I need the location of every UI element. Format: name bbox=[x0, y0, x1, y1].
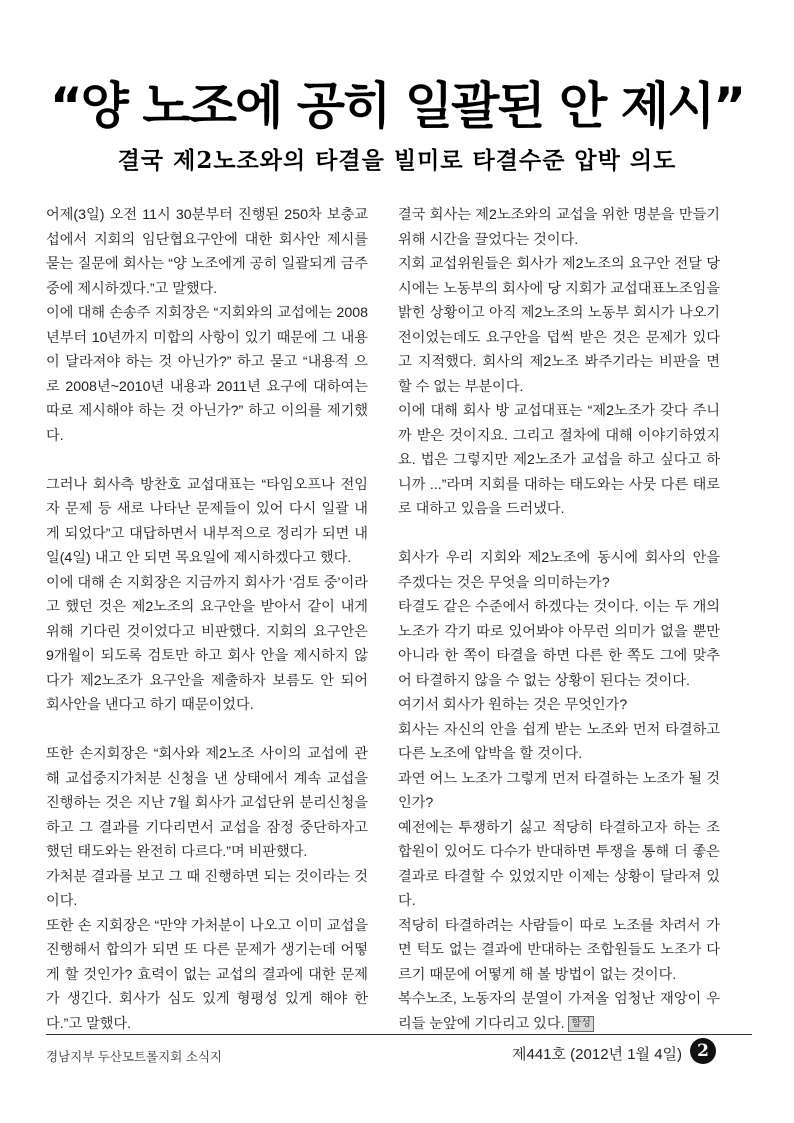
paragraph-spacer bbox=[46, 718, 368, 743]
paragraph-text: 또한 손 지회장은 “만약 가처분이 나오고 이미 교섭을 진행해서 합의가 되면 또 다른 문제가 생기는데 어떻게 할 것인가? 효력이 없는 교섭의 결과에 대한 문제가 생긴다. 회사가 심도 있게 형평성 있게 해야 한다.”고 말했다. bbox=[46, 917, 368, 1032]
article-paragraph bbox=[398, 546, 720, 595]
article-paragraph bbox=[398, 718, 720, 767]
page-number-badge: 2 bbox=[690, 1038, 716, 1064]
footer-divider bbox=[46, 1034, 752, 1035]
paragraph-text: 이에 대해 손 지회장은 지금까지 회사가 ‘검토 중’이라고 했던 것은 제2노조의 요구안을 받아서 같이 내게 위해 기다린 것이었다고 비판했다. 지회의 요구안은 9개월이 되도록 검토만 하고 회사 안을 제시하지 않다가 제2노조가 요구안을 제출하자 보름도 안 되어 회사안을 낸다고 하기 때문이었다. bbox=[46, 574, 368, 713]
article-paragraph bbox=[46, 865, 368, 914]
paragraph-text: 예전에는 투쟁하기 싫고 적당히 타결하고자 하는 조합원이 있어도 다수가 반대하면 투쟁을 통해 더 좋은 결과로 타결할 수 있었지만 이제는 상황이 달라져 있다. bbox=[398, 819, 720, 909]
paragraph-text: 어제(3일) 오전 11시 30분부터 진행된 250차 보충교섭에서 지회의 임단협요구안에 대한 회사안 제시를 묻는 질문에 회사는 “양 노조에게 공히 일괄되게 금주중에 제시하겠다.”고 말했다. bbox=[46, 207, 368, 297]
article-paragraph bbox=[398, 693, 720, 718]
article-paragraph bbox=[398, 399, 720, 522]
paragraph-text: 가처분 결과를 보고 그 때 진행하면 되는 것이라는 것이다. bbox=[46, 868, 368, 909]
paragraph-text: 타결도 같은 수준에서 하겠다는 것이다. 이는 두 개의 노조가 각기 따로 있어봐야 아무런 의미가 없을 뿐만 아니라 한 쪽이 타결을 하면 다른 한 쪽도 그에 맞추어 타결하지 않을 수 없는 상황이 된다는 것이다. bbox=[398, 599, 720, 689]
article-paragraph bbox=[46, 742, 368, 865]
paragraph-text: 또한 손지회장은 “회사와 제2노조 사이의 교섭에 관해 교섭중지가처분 신청을 낸 상태에서 계속 교섭을 진행하는 것은 지난 7월 회사가 교섭단위 분리신청을 하고 그 결과를 기다리면서 교섭을 잠정 중단하자고 했던 태도와는 완전히 다르다.”며 비판했다. bbox=[46, 746, 368, 860]
article-paragraph bbox=[46, 203, 368, 301]
article-paragraph bbox=[46, 571, 368, 718]
paragraph-spacer bbox=[398, 522, 720, 547]
article-paragraph bbox=[46, 473, 368, 571]
article-left-column bbox=[46, 203, 368, 1036]
paragraph-text: 복수노조, 노동자의 분열이 가져올 엄청난 재앙이 우리들 눈앞에 기다리고 있다. bbox=[398, 991, 720, 1032]
paragraph-text: 결국 회사는 제2노조와의 교섭을 위한 명분을 만들기 위해 시간을 끌었다는 것이다. bbox=[398, 207, 720, 248]
paragraph-text: 적당히 타결하려는 사람들이 따로 노조를 차려서 가면 턱도 없는 결과에 반대하는 조합원들도 노조가 다르기 때문에 어떻게 해 볼 방법이 없는 것이다. bbox=[398, 917, 720, 983]
paragraph-text: 회사는 자신의 안을 쉽게 받는 노조와 먼저 타결하고 다른 노조에 압박을 할 것이다. bbox=[398, 721, 720, 762]
article-paragraph bbox=[398, 252, 720, 399]
article-paragraph bbox=[398, 767, 720, 816]
article-right-column bbox=[398, 203, 720, 1036]
publication-name: 경남지부 두산모트롤지회 소식지 bbox=[46, 1050, 222, 1064]
paragraph-spacer bbox=[46, 448, 368, 473]
issue-info: 제441호 (2012년 1월 4일) bbox=[512, 1046, 683, 1063]
signature-tag: 함성 bbox=[568, 1016, 593, 1032]
article-paragraph bbox=[398, 595, 720, 693]
article-paragraph bbox=[398, 914, 720, 988]
paragraph-text: 과연 어느 노조가 그렇게 먼저 타결하는 노조가 될 것인가? bbox=[398, 770, 720, 811]
article-paragraph bbox=[398, 987, 720, 1036]
paragraph-text: 지회 교섭위원들은 회사가 제2노조의 요구안 전달 당시에는 노동부의 회사에 당 지회가 교섭대표노조임을 밝힌 상황이고 아직 제2노조의 노동부 회시가 나오기 전이었는데도 요구안을 덥썩 받은 것은 문제가 있다고 지적했다. 회사의 제2노조 봐주기라는 비판을 면할 수 없는 부분이다. bbox=[398, 256, 720, 395]
article-paragraph bbox=[46, 301, 368, 448]
article-paragraph bbox=[398, 203, 720, 252]
paragraph-text: 이에 대해 회사 방 교섭대표는 “제2노조가 갖다 주니까 받은 것이지요. 그리고 절차에 대해 이야기하였지요. 법은 그렇지만 제2노조가 교섭을 하고 싶다고 하니까 ...”라며 지회를 대하는 태도와는 사뭇 다른 태로로 대하고 있음을 드러냈다. bbox=[398, 403, 720, 517]
paragraph-text: 그러나 회사측 방찬호 교섭대표는 “타임오프나 전임자 문제 등 새로 나타난 문제들이 있어 다시 일괄 내게 되었다”고 대답하면서 내부적으로 정리가 되면 내일(4일) 내고 안 되면 목요일에 제시하겠다고 했다. bbox=[46, 476, 368, 566]
article-paragraph bbox=[46, 914, 368, 1037]
paragraph-text: 이에 대해 손송주 지회장은 “지회와의 교섭에는 2008년부터 10년까지 미합의 사항이 있기 때문에 그 내용이 달라져야 하는 것 아닌가?” 하고 묻고 “내용적 으로 2008년~2010년 내용과 2011년 요구에 대하여는 따로 제시해야 하는 것 아닌가?” 하고 이의를 제기했다. bbox=[46, 305, 368, 444]
article-paragraph bbox=[398, 816, 720, 914]
subheadline: 결국 제2노조와의 타결을 빌미로 타결수준 압박 의도 bbox=[117, 147, 677, 174]
paragraph-text: 여기서 회사가 원하는 것은 무엇인가? bbox=[398, 697, 628, 713]
headline: “양 노조에 공히 일괄된 안 제시” bbox=[49, 77, 745, 135]
paragraph-text: 회사가 우리 지회와 제2노조에 동시에 회사의 안을 주겠다는 것은 무엇을 의미하는가? bbox=[398, 550, 720, 591]
